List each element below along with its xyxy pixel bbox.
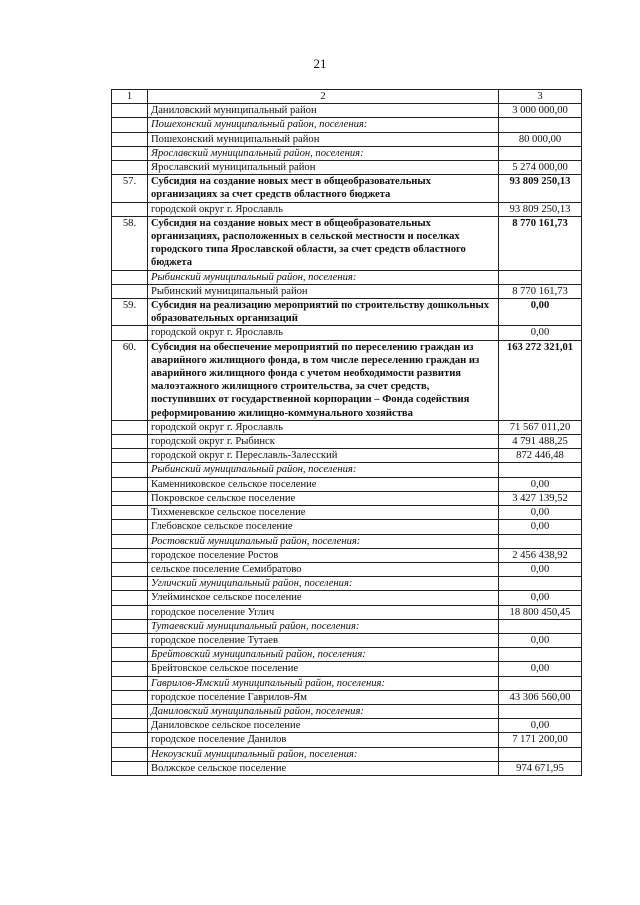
table-row [112, 161, 582, 175]
row-number [112, 591, 148, 605]
row-amount: 4 791 488,25 [499, 435, 582, 449]
row-amount [499, 534, 582, 548]
row-amount: 0,00 [499, 591, 582, 605]
row-number [112, 463, 148, 477]
row-amount: 93 809 250,13 [499, 175, 582, 202]
row-amount: 93 809 250,13 [499, 202, 582, 216]
table-row [112, 132, 582, 146]
row-number [112, 435, 148, 449]
row-name: городское поселение Углич [148, 605, 499, 619]
row-name: Даниловское сельское поселение [148, 719, 499, 733]
row-amount: 7 171 200,00 [499, 733, 582, 747]
district-subheader-row [112, 747, 582, 761]
row-number [112, 202, 148, 216]
row-amount: 3 427 139,52 [499, 491, 582, 505]
table-row [112, 104, 582, 118]
row-amount: 2 456 438,92 [499, 548, 582, 562]
row-number [112, 690, 148, 704]
header-col-3: 3 [499, 90, 582, 104]
table-row [112, 202, 582, 216]
row-name: Субсидия на реализацию мероприятий по строительству дошкольных образовательных организаций [148, 299, 499, 326]
row-number: 59. [112, 299, 148, 326]
row-name: Даниловский муниципальный район, поселения: [148, 704, 499, 718]
row-name: Угличский муниципальный район, поселения: [148, 577, 499, 591]
header-col-1: 1 [112, 90, 148, 104]
district-subheader-row [112, 146, 582, 160]
row-number [112, 548, 148, 562]
row-number [112, 733, 148, 747]
row-number [112, 420, 148, 434]
district-subheader-row [112, 704, 582, 718]
district-subheader-row [112, 270, 582, 284]
table-row [112, 690, 582, 704]
row-name: Даниловский муниципальный район [148, 104, 499, 118]
subsidy-row [112, 299, 582, 326]
row-name: Глебовское сельское поселение [148, 520, 499, 534]
table-row [112, 435, 582, 449]
row-number [112, 284, 148, 298]
row-number [112, 118, 148, 132]
row-name: Субсидия на создание новых мест в общеобразовательных организациях за счет средств областного бюджета [148, 175, 499, 202]
row-name: городской округ г. Ярославль [148, 420, 499, 434]
row-name: Некоузский муниципальный район, поселения: [148, 747, 499, 761]
row-name: городской округ г. Переславль-Залесский [148, 449, 499, 463]
row-name: городской округ г. Рыбинск [148, 435, 499, 449]
row-number [112, 676, 148, 690]
row-name: Рыбинский муниципальный район [148, 284, 499, 298]
row-amount [499, 270, 582, 284]
row-name: Тутаевский муниципальный район, поселения: [148, 619, 499, 633]
row-amount [499, 747, 582, 761]
row-number [112, 161, 148, 175]
table-row [112, 633, 582, 647]
row-number: 60. [112, 340, 148, 420]
table-row [112, 662, 582, 676]
row-name: Улейминское сельское поселение [148, 591, 499, 605]
row-name: Рыбинский муниципальный район, поселения: [148, 270, 499, 284]
table-row [112, 548, 582, 562]
table-header-row [112, 90, 582, 104]
row-number [112, 605, 148, 619]
table-row [112, 761, 582, 775]
row-number [112, 648, 148, 662]
row-number [112, 491, 148, 505]
budget-table [111, 89, 582, 776]
row-amount [499, 676, 582, 690]
row-amount: 43 306 560,00 [499, 690, 582, 704]
row-amount: 0,00 [499, 562, 582, 576]
district-subheader-row [112, 648, 582, 662]
table-row [112, 591, 582, 605]
district-subheader-row [112, 534, 582, 548]
table-row [112, 477, 582, 491]
table-row [112, 520, 582, 534]
row-amount: 80 000,00 [499, 132, 582, 146]
row-amount: 0,00 [499, 299, 582, 326]
row-number [112, 662, 148, 676]
row-number [112, 506, 148, 520]
row-amount: 3 000 000,00 [499, 104, 582, 118]
row-number [112, 270, 148, 284]
table-row [112, 719, 582, 733]
row-name: Рыбинский муниципальный район, поселения: [148, 463, 499, 477]
row-number [112, 520, 148, 534]
row-amount [499, 648, 582, 662]
row-name: Пошехонский муниципальный район, поселения: [148, 118, 499, 132]
row-number: 57. [112, 175, 148, 202]
subsidy-row [112, 340, 582, 420]
row-amount: 163 272 321,01 [499, 340, 582, 420]
row-name: Каменниковское сельское поселение [148, 477, 499, 491]
row-name: Волжское сельское поселение [148, 761, 499, 775]
page-number: 21 [313, 56, 327, 71]
row-name: сельское поселение Семибратово [148, 562, 499, 576]
row-amount [499, 146, 582, 160]
row-name: Гаврилов-Ямский муниципальный район, поселения: [148, 676, 499, 690]
district-subheader-row [112, 577, 582, 591]
row-amount: 0,00 [499, 633, 582, 647]
district-subheader-row [112, 463, 582, 477]
row-name: Брейтовский муниципальный район, поселения: [148, 648, 499, 662]
row-amount: 0,00 [499, 326, 582, 340]
row-name: Ярославский муниципальный район [148, 161, 499, 175]
row-name: Субсидия на обеспечение мероприятий по переселению граждан из аварийного жилищного фонда, в том числе переселению граждан из аварийного жилищного фонда с учетом необходимости развития малоэтажного жилищного строительства, за счет средств, поступивших от государственной корпорации – Фонда содействия реформированию жилищно-коммунального хозяйства [148, 340, 499, 420]
row-name: Покровское сельское поселение [148, 491, 499, 505]
row-amount: 18 800 450,45 [499, 605, 582, 619]
table-row [112, 506, 582, 520]
row-amount: 0,00 [499, 477, 582, 491]
row-amount: 974 671,95 [499, 761, 582, 775]
row-name: городской округ г. Ярославль [148, 202, 499, 216]
row-number: 58. [112, 216, 148, 270]
row-number [112, 449, 148, 463]
table-row [112, 284, 582, 298]
row-amount [499, 619, 582, 633]
table-row [112, 420, 582, 434]
row-number [112, 104, 148, 118]
district-subheader-row [112, 619, 582, 633]
row-number [112, 719, 148, 733]
row-number [112, 477, 148, 491]
table-row [112, 605, 582, 619]
row-number [112, 704, 148, 718]
row-name: городское поселение Гаврилов-Ям [148, 690, 499, 704]
row-amount [499, 118, 582, 132]
row-name: городское поселение Данилов [148, 733, 499, 747]
row-number [112, 633, 148, 647]
header-col-2: 2 [148, 90, 499, 104]
row-name: городской округ г. Ярославль [148, 326, 499, 340]
table-row [112, 326, 582, 340]
row-amount: 0,00 [499, 662, 582, 676]
row-amount: 0,00 [499, 719, 582, 733]
row-name: Брейтовское сельское поселение [148, 662, 499, 676]
subsidy-row [112, 216, 582, 270]
row-number [112, 761, 148, 775]
row-name: Субсидия на создание новых мест в общеобразовательных организациях, расположенных в сельской местности и поселках городского типа Ярославской области, за счет средств областного бюджета [148, 216, 499, 270]
row-name: городское поселение Ростов [148, 548, 499, 562]
subsidy-row [112, 175, 582, 202]
table-row [112, 733, 582, 747]
table-row [112, 449, 582, 463]
row-amount [499, 704, 582, 718]
row-amount: 872 446,48 [499, 449, 582, 463]
table-body [112, 90, 582, 776]
row-amount: 71 567 011,20 [499, 420, 582, 434]
row-amount [499, 577, 582, 591]
row-name: городское поселение Тутаев [148, 633, 499, 647]
row-amount: 0,00 [499, 506, 582, 520]
row-number [112, 577, 148, 591]
table-row [112, 491, 582, 505]
table-row [112, 562, 582, 576]
row-number [112, 747, 148, 761]
row-number [112, 619, 148, 633]
row-number [112, 146, 148, 160]
row-name: Ярославский муниципальный район, поселения: [148, 146, 499, 160]
row-name: Ростовский муниципальный район, поселения: [148, 534, 499, 548]
district-subheader-row [112, 676, 582, 690]
row-number [112, 132, 148, 146]
row-number [112, 534, 148, 548]
row-amount: 8 770 161,73 [499, 284, 582, 298]
row-amount: 8 770 161,73 [499, 216, 582, 270]
district-subheader-row [112, 118, 582, 132]
row-number [112, 326, 148, 340]
row-amount: 0,00 [499, 520, 582, 534]
row-amount [499, 463, 582, 477]
row-name: Пошехонский муниципальный район [148, 132, 499, 146]
row-name: Тихменевское сельское поселение [148, 506, 499, 520]
row-number [112, 562, 148, 576]
row-amount: 5 274 000,00 [499, 161, 582, 175]
